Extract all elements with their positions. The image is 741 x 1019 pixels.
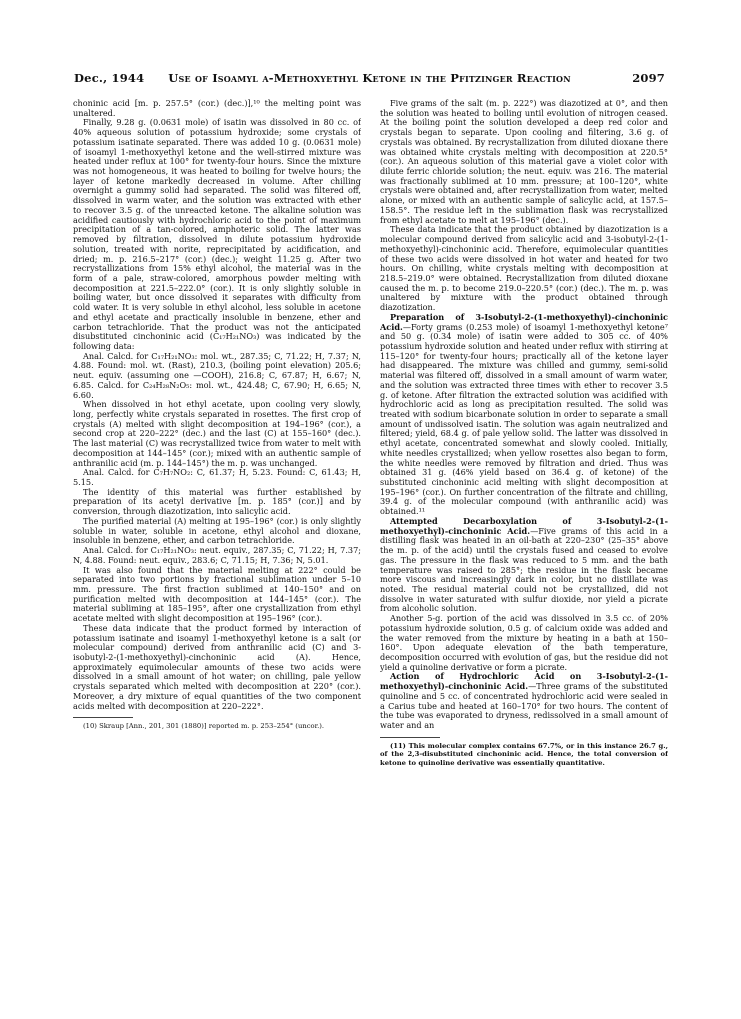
footnote: (10) Skraup [Ann., 201, 301 (1880)] reported m. p. 253–254° (uncor.). bbox=[83, 722, 325, 731]
section-heading: Attempted Decarboxylation of 3-Isobutyl-2-(1-methoxyethyl)-cinchoninic Acid. bbox=[380, 515, 668, 536]
section-heading: Action of Hydrochloric Acid on 3-Isobutyl-2-(1-methoxyethyl)-cinchoninic Acid. bbox=[380, 671, 668, 692]
paragraph: Five grams of the salt (m. p. 222°) was diazotized at 0°, and then the solution was heated to boiling until evolution of nitrogen ceased. At the boiling point the solution developed a deep red color and crystals began to separate. Upon cooling and filtering, 3.6 g. of crystals was obtained. By recrystallization from diluted dioxane there was obtained white crystals melting with decomposition at 220.5° (cor.). An aqueous solution of this material gave a violet color with dilute ferric chloride solution; the neut. equiv. was 216. The material was fractionally sublimed at 10 mm. pressure; at 100–120°, white crystals were obtained and, after recrystallization from water, melted alone, or mixed with an authentic sample of salicylic acid, at 157.5–158.5°. The residue left in the sublimation flask was recrystallized from ethyl acetate to melt at 195–196° (dec.). bbox=[380, 99, 668, 225]
analysis-paragraph: Anal. Calcd. for C₁₇H₂₁NO₃: mol. wt., 287.35; C, 71.22; H, 7.37; N, 4.88. Found: mol. wt. (Rast), 210.3, (boiling point elevation) 205.6; neut. equiv. (assuming one —COOH), 216.8; C, 67.87; H, 6.67; N, 6.85. Calcd. for C₂₄H₂₈N₂O₅: mol. wt., 424.48; C, 67.90; H, 6.65; N, 6.60. bbox=[73, 350, 361, 400]
running-title: Use of Isoamyl α-Methoxyethyl Ketone in the Pfitzinger Reaction bbox=[168, 71, 571, 85]
analysis-paragraph: Anal. Calcd. for C₇H₇NO₂: C, 61.37; H, 5.23. Found: C, 61.43; H, 5.15. bbox=[73, 467, 361, 488]
left-column bbox=[73, 99, 361, 969]
section-body: —Forty grams (0.253 mole) of isoamyl 1-methoxyethyl ketone⁷ and 50 g. (0.34 mole) of isatin were added to 305 cc. of 40% potassium hydroxide solution and heated under reflux with stirring at 115–120° for twenty-four hours; practically all of the ketone layer had disappeared. The mixture was chilled and gummy, semi-solid material was filtered off, dissolved in a small amount of warm water, and the solution was extracted three times with ether to recover 3.5 g. of ketone. After filtration the extracted solution was acidified with hydrochloric acid as long as precipitation resulted. The solid was treated with sodium bicarbonate solution in order to separate a small amount of undissolved isatin. The solution was again neutralized and filtered; yield, 68.4 g. of pale yellow solid. The latter was dissolved in ethyl acetate, concentrated somewhat and slowly cooled. Initially, white needles crystallized; when yellow rosettes also began to form, the white needles were removed by filtration and dried. Thus was obtained 31 g. (46% yield based on 36.4 g. of ketone) of the substituted cinchoninic acid melting with slight decomposition at 195–196° (cor.). On further concentration of the filtrate and chilling, 39.4 g. of the molecular compound (with anthranilic acid) was obtained.¹¹ bbox=[380, 321, 668, 517]
section-body: —Three grams of the substituted quinoline and 5 cc. of concentrated hydrochloric acid were sealed in a Carius tube and heated at 160–170° for two hours. The content of the tube was evaporated to dryness, redissolved in a small amount of water and an bbox=[380, 681, 668, 730]
running-header bbox=[74, 71, 665, 89]
paragraph: The purified material (A) melting at 195–196° (cor.) is only slightly soluble in water, soluble in acetone, ethyl alcohol and dioxane, insoluble in benzene, ether, and carbon tetrachloride. bbox=[73, 515, 361, 546]
paragraph: When dissolved in hot ethyl acetate, upon cooling very slowly, long, perfectly white crystals separated in rosettes. The first crop of crystals (A) melted with slight decomposition at 194–196° (cor.), a second crop at 220–222° (dec.) and the last (C) at 155–160° (dec.). The last material (C) was recrystallized twice from water to melt with decomposition at 144–145° (cor.); mixed with an authentic sample of anthranilic acid (m. p. 144–145°) the m. p. was unchanged. bbox=[73, 399, 361, 468]
section-paragraph bbox=[380, 517, 668, 614]
issue-date: Dec., 1944 bbox=[74, 71, 145, 85]
paragraph: Another 5-g. portion of the acid was dissolved in 3.5 cc. of 20% potassium hydroxide solution, 0.5 g. of calcium oxide was added and the water removed from the mixture by heating in a bath at 150–160°. Upon adequate elevation of the bath temperature, decomposition occurred with evolution of gas, but the residue did not yield a quinoline derivative or form a picrate. bbox=[380, 613, 668, 672]
section-body: —Five grams of this acid in a distilling flask was heated in an oil-bath at 220–230° (25–35° above the m. p. of the acid) until the crystals fused and ceased to evolve gas. The pressure in the flask was reduced to 5 mm. and the bath temperature was raised to 285°; the residue in the flask became more viscous and increasingly dark in color, but no distillate was noted. The residual material could not be crystallized, did not dissolve in water saturated with sulfur dioxide, nor yield a picrate from alcoholic solution. bbox=[380, 525, 668, 614]
paragraph: It was also found that the material melting at 222° could be separated into two portions by fractional sublimation under 5–10 mm. pressure. The first fraction sublimed at 140–150° and on purification melted with decomposition at 144–145° (cor.). The material subliming at 185–195°, after one crystallization from ethyl acetate melted with slight decomposition at 195–196° (cor.). bbox=[73, 564, 361, 624]
right-column bbox=[380, 99, 668, 969]
paragraph: These data indicate that the product formed by interaction of potassium isatinate and isoamyl 1-methoxyethyl ketone is a salt (or molecular compound) derived from anthranilic acid (C) and 3-isobutyl-2-(1-methoxyethyl)-cinchoninic acid (A). Hence, approximately equimolecular amounts of these two acids were dissolved in a small amount of hot water; on chilling, pale yellow crystals separated which melted with decomposition at 220° (cor.). Moreover, a dry mixture of equal quantities of the two component acids melted with decomposition at 220–222°. bbox=[73, 622, 361, 711]
page-number: 2097 bbox=[632, 71, 665, 85]
paragraph: Finally, 9.28 g. (0.0631 mole) of isatin was dissolved in 80 cc. of 40% aqueous solution of potassium hydroxide; some crystals of potassium isatinate separated. There was added 10 g. (0.0631 mole) of isoamyl 1-methoxyethyl ketone and the well-stirred mixture was heated under reflux at 100° for twenty-four hours. Since the mixture was not homogeneous, it was heated to boiling for twelve hours; the layer of ketone markedly decreased in volume. After chilling overnight a gummy solid had separated. The solid was filtered off, dissolved in warm water, and the solution was extracted with ether to recover 3.5 g. of the unreacted ketone. The alkaline solution was acidified cautiously with hydrochloric acid to the point of maximum precipitation of a tan-colored, amphoteric solid. The latter was removed by filtration, dissolved in dilute potassium hydroxide solution, treated with norite, reprecipitated by acidification, and dried; m. p. 216.5–217° (cor.) (dec.); weight 11.25 g. After two recrystallizations from 15% ethyl alcohol, the material was in the form of a pale, straw-colored, amorphous powder melting with decomposition at 221.5–222.0° (cor.). It is only slightly soluble in boiling water, but once dissolved it separates with difficulty from cold water. It is very soluble in ethyl alcohol, less soluble in acetone and ethyl acetate and practically insoluble in benzene, ether and carbon tetrachloride. That the product was not the anticipated disubstituted cinchoninic acid (C₁₇H₂₁NO₃) was indicated by the following data: bbox=[73, 117, 361, 351]
section-paragraph bbox=[380, 672, 668, 730]
analysis-paragraph: Anal. Calcd. for C₁₇H₂₁NO₃: neut. equiv., 287.35; C, 71.22; H, 7.37; N, 4.88. Found: neut. equiv., 283.6; C, 71.15; H, 7.36; N, 5.01. bbox=[73, 545, 361, 565]
footnote-divider bbox=[380, 737, 440, 738]
footnote-text: (11) This molecular complex contains 67.7%, or in this instance 26.7 g., of the 2,3-disubstituted cinchoninic acid. Hence, the total conversion of ketone to quinoline derivative was essentially quantitative. bbox=[380, 741, 668, 767]
paragraph: The identity of this material was further established by preparation of its acetyl derivative [m. p. 185° (cor.)] and by conversion, through diazotization, into salicylic acid. bbox=[73, 486, 361, 517]
paragraph: choninic acid [m. p. 257.5° (cor.) (dec.)],¹⁰ the melting point was unaltered. bbox=[73, 99, 361, 118]
footnote bbox=[380, 742, 668, 767]
paragraph: These data indicate that the product obtained by diazotization is a molecular compound derived from salicylic acid and 3-isobutyl-2-(1-methoxyethyl)-cinchoninic acid. Therefore, equimolecular quantities of these two acids were dissolved in hot water and heated for two hours. On chilling, white crystals melting with decomposition at 218.5–219.0° were obtained. Recrystallization from diluted dioxane caused the m. p. to become 219.0–220.5° (cor.) (dec.). The m. p. was unaltered by mixture with the product obtained through diazotization. bbox=[380, 224, 668, 313]
section-heading: Preparation of 3-Isobutyl-2-(1-methoxyethyl)-cinchoninic Acid. bbox=[380, 311, 668, 332]
section-paragraph bbox=[380, 313, 668, 517]
footnote-divider bbox=[73, 717, 133, 718]
